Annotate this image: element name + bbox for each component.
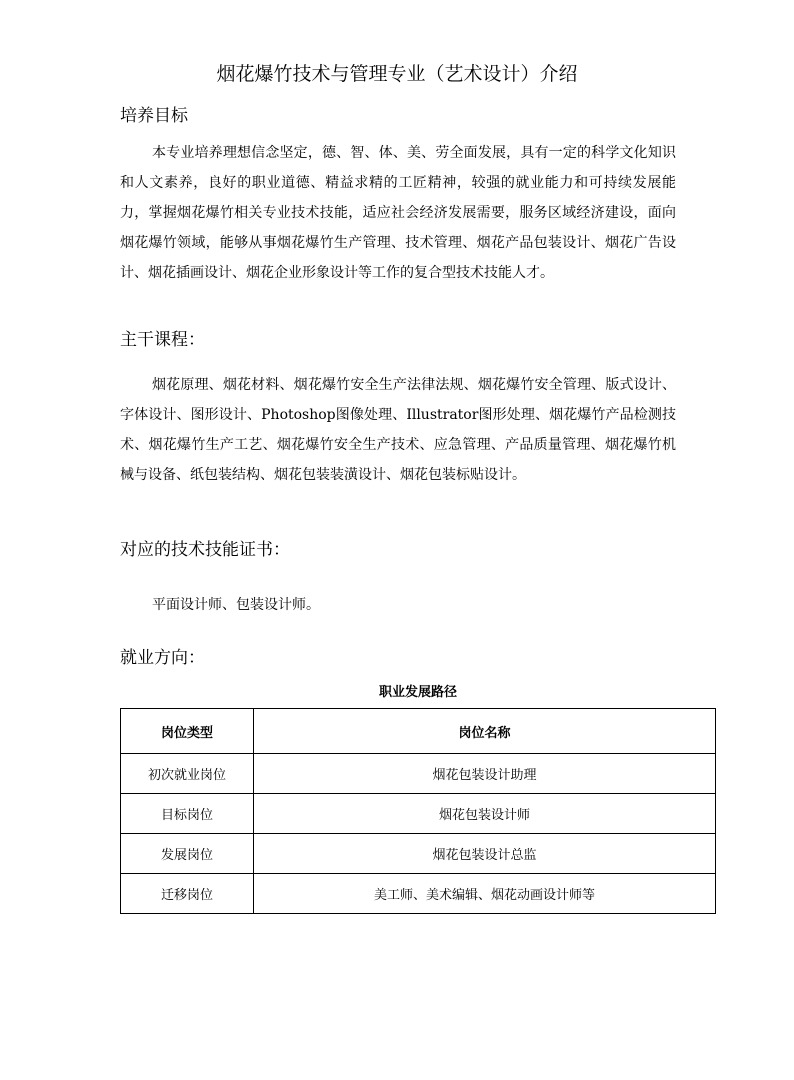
certificates-paragraph: 平面设计师、包装设计师。 xyxy=(152,597,320,613)
objective-paragraph: 本专业培养理想信念坚定，德、智、体、美、劳全面发展，具有一定的科学文化知识和人文素养，良好的职业道德、精益求精的工匠精神，较强的就业能力和可持续发展能力，掌握烟花爆竹相关专业技术技能，适应社会经济发展需要，服务区域经济建设，面向烟花爆竹领域，能够从事烟花爆竹生产管理、技术管理、烟花产品包装设计、烟花广告设计、烟花插画设计、烟花企业形象设计等工作的复合型技术技能人才。 xyxy=(120,145,676,281)
section-heading-employment: 就业方向： xyxy=(120,648,205,668)
table-cell: 目标岗位 xyxy=(121,794,254,834)
page-title: 烟花爆竹技术与管理专业（艺术设计）介绍 xyxy=(216,63,578,85)
table-cell: 初次就业岗位 xyxy=(121,754,254,794)
table-row xyxy=(121,874,716,914)
table-cell: 迁移岗位 xyxy=(121,874,254,914)
table-row xyxy=(121,834,716,874)
section-heading-certificates: 对应的技术技能证书： xyxy=(120,540,290,560)
table-cell: 美工师、美术编辑、烟花动画设计师等 xyxy=(254,874,716,914)
section-heading-objective: 培养目标 xyxy=(120,106,188,126)
table-cell: 发展岗位 xyxy=(121,834,254,874)
career-path-table xyxy=(120,708,716,914)
table-header-row xyxy=(121,709,716,754)
table-header-cell: 岗位名称 xyxy=(254,709,716,754)
table-cell: 烟花包装设计师 xyxy=(254,794,716,834)
table-cell: 烟花包装设计总监 xyxy=(254,834,716,874)
table-header-cell: 岗位类型 xyxy=(121,709,254,754)
courses-paragraph: 烟花原理、烟花材料、烟花爆竹安全生产法律法规、烟花爆竹安全管理、版式设计、字体设计、图形设计、Photoshop图像处理、Illustrator图形处理、烟花爆竹产品检测技术、烟花爆竹生产工艺、烟花爆竹安全生产技术、应急管理、产品质量管理、烟花爆竹机械与设备、纸包装结构、烟花包装装潢设计、烟花包装标贴设计。 xyxy=(120,377,676,483)
table-row xyxy=(121,754,716,794)
table-caption: 职业发展路径 xyxy=(378,685,457,700)
table-cell: 烟花包装设计助理 xyxy=(254,754,716,794)
section-heading-courses: 主干课程： xyxy=(120,330,205,350)
table-row xyxy=(121,794,716,834)
